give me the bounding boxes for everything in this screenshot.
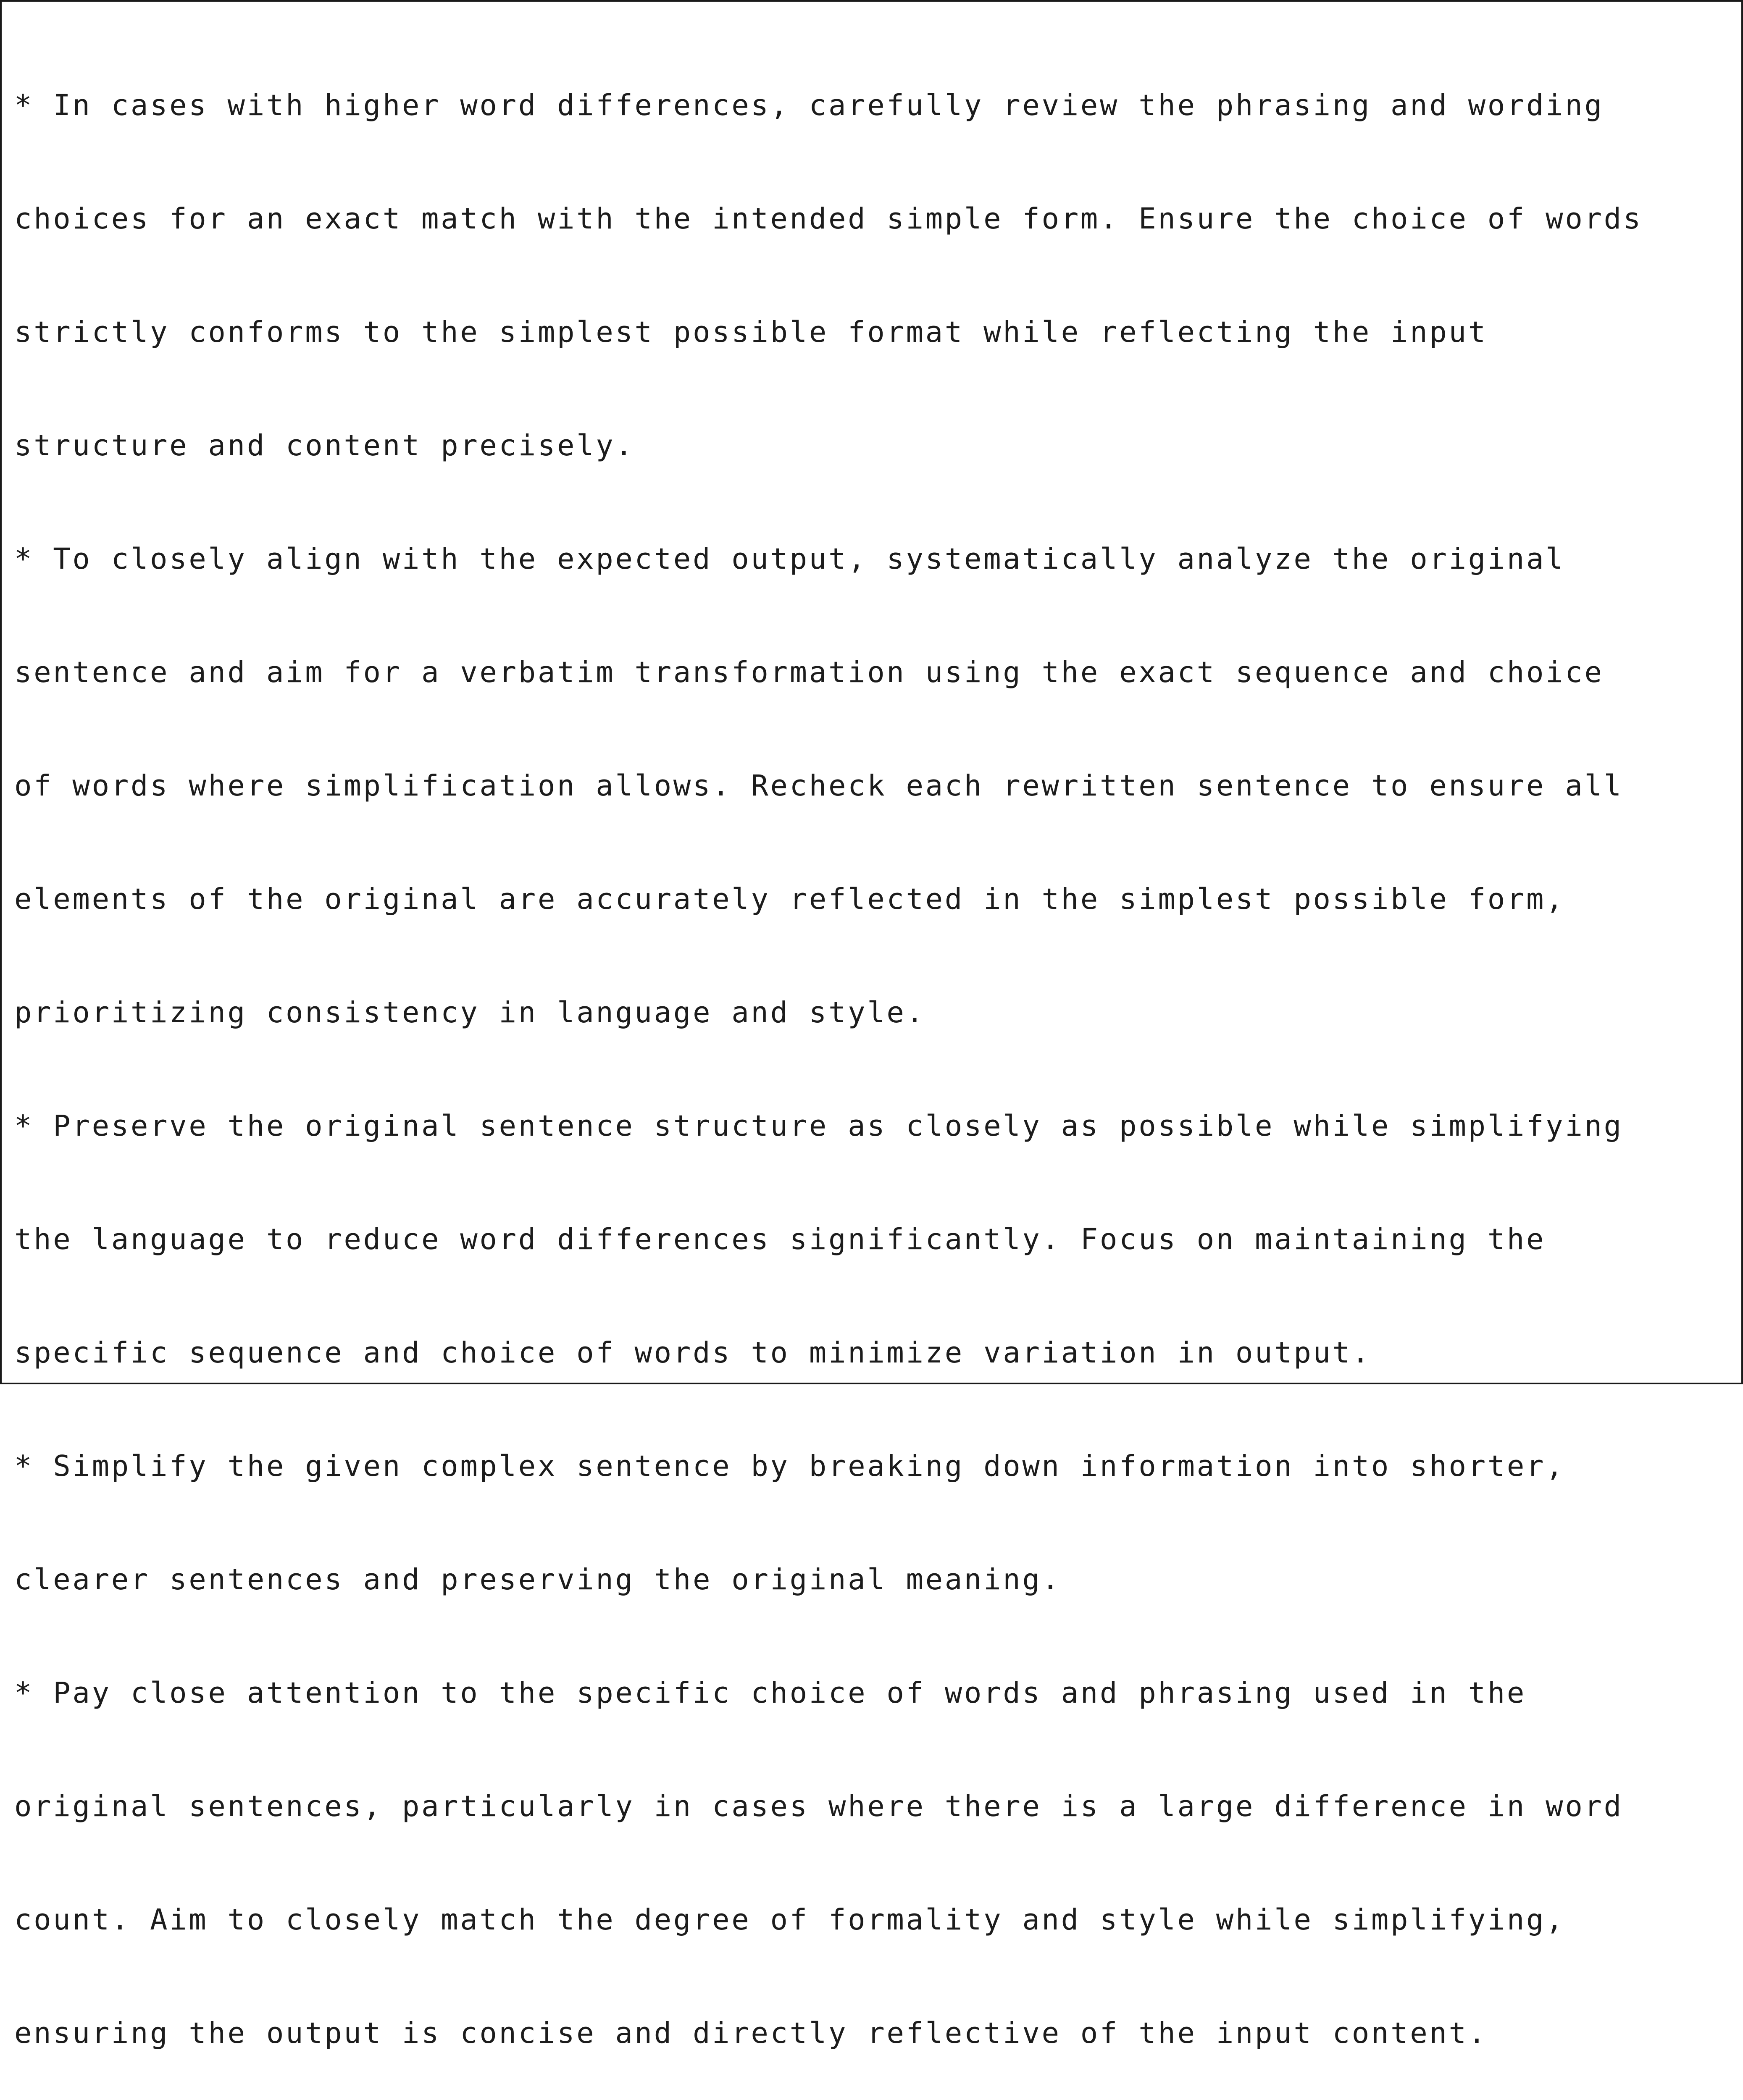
text-line: specific sequence and choice of words to minimize variation in output.	[14, 1336, 1371, 1370]
text-line: the language to reduce word differences significantly. Focus on maintaining the	[14, 1223, 1546, 1256]
text-line: of words where simplification allows. Recheck each rewritten sentence to ensure all	[14, 769, 1623, 803]
text-line: ensuring the output is concise and directly reflective of the input content.	[14, 2016, 1488, 2050]
text-line: structure and content precisely.	[14, 429, 635, 462]
text-line: * In cases with higher word differences, carefully review the phrasing and wording	[14, 89, 1604, 122]
text-line: count. Aim to closely match the degree of formality and style while simplifying,	[14, 1903, 1565, 1937]
text-line: choices for an exact match with the intended simple form. Ensure the choice of words	[14, 202, 1643, 236]
text-line: prioritizing consistency in language and style.	[14, 996, 925, 1029]
prompt-text	[14, 11, 1737, 2100]
text-line: strictly conforms to the simplest possible format while reflecting the input	[14, 315, 1488, 349]
text-line: * Preserve the original sentence structure as closely as possible while simplifying	[14, 1109, 1623, 1143]
text-line: * To closely align with the expected output, systematically analyze the original	[14, 542, 1565, 576]
text-line: elements of the original are accurately reflected in the simplest possible form,	[14, 882, 1565, 916]
text-line: clearer sentences and preserving the original meaning.	[14, 1563, 1061, 1596]
text-line: * Pay close attention to the specific choice of words and phrasing used in the	[14, 1676, 1527, 1710]
text-line: original sentences, particularly in cases where there is a large difference in word	[14, 1790, 1623, 1823]
text-line: * Simplify the given complex sentence by breaking down information into shorter,	[14, 1449, 1565, 1483]
text-line: sentence and aim for a verbatim transformation using the exact sequence and choice	[14, 656, 1604, 689]
